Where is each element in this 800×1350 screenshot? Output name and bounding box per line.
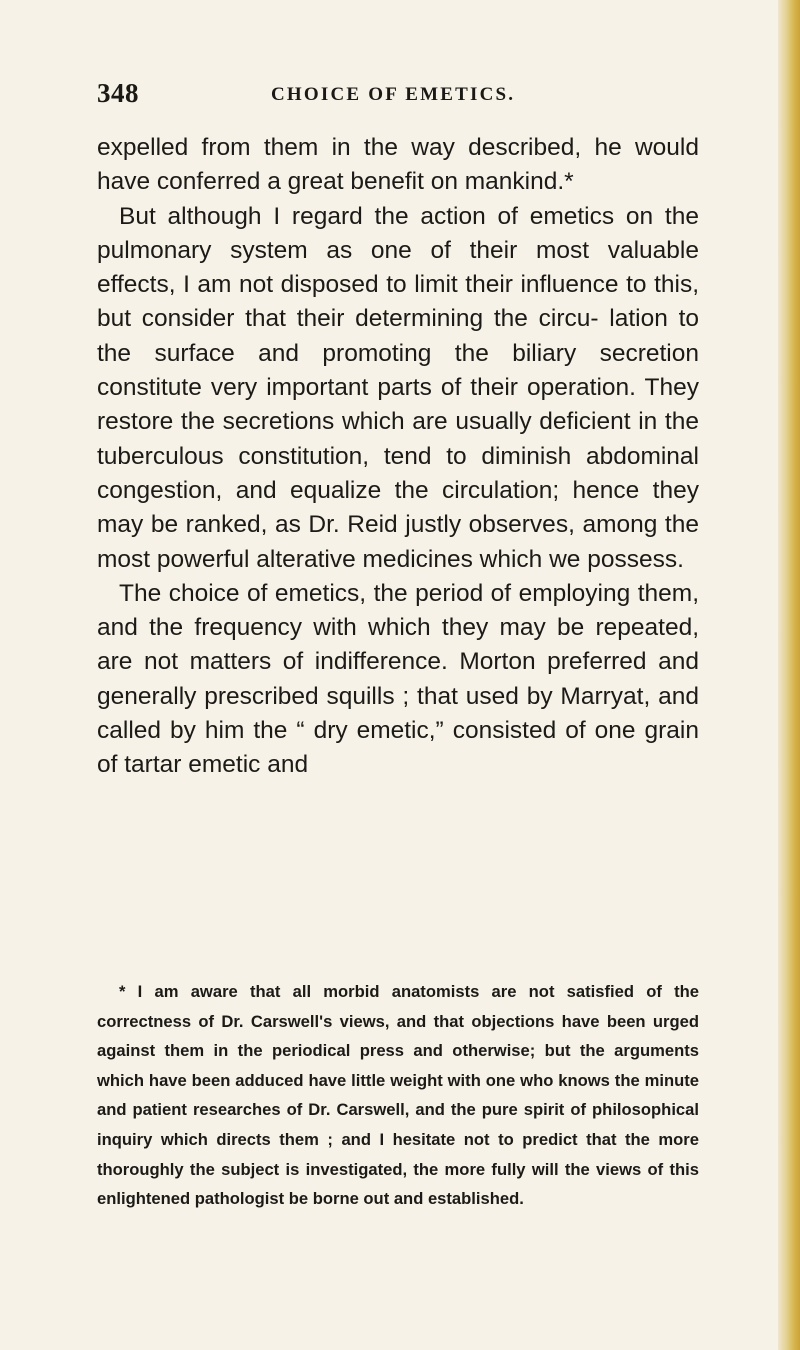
footnote-text: * I am aware that all morbid anatomists are not satisfied of the correctness of Dr. Carswell's views, and that objections have been urged against them in the periodical press and otherwise; but the arguments which have been adduced have little weight with one who knows the minute and patient researches of Dr. Carswell, and the pure spirit of philosophical inquiry which directs them ; and I hesitate not to predict that the more thoroughly the subject is investigated, the more fully will the views of this enlightened pathologist be borne out and established. <box>97 982 699 1209</box>
page-heading: CHOICE OF EMETICS. <box>271 84 516 105</box>
paragraph-2: But although I regard the action of emetics on the pulmonary system as one of their most valuable effects, I am not disposed to limit their influence to this, but consider that their determining the circu- lation to the surface and promoting the biliary secretion constitute very important parts of their operation. They restore the secretions which are usually deficient in the tuberculous constitution, tend to diminish abdominal congestion, and equalize the circulation; hence they may be ranked, as Dr. Reid justly observes, among the most powerful alterative medicines which we possess. <box>97 202 699 573</box>
page-edge <box>778 0 800 1350</box>
paragraph-3: The choice of emetics, the period of employing them, and the frequency with which they may be repeated, are not matters of indifference. Morton preferred and generally prescribed squills ; that used by Marryat, and called by him the “ dry emetic,” consisted of one grain of tartar emetic and <box>97 579 699 779</box>
page-number: 348 <box>97 78 139 108</box>
footnote <box>97 977 699 1214</box>
body-text <box>97 131 699 783</box>
paragraph-1: expelled from them in the way described, he would have conferred a great benefit on mankind.* <box>97 134 699 196</box>
running-header <box>97 78 697 112</box>
